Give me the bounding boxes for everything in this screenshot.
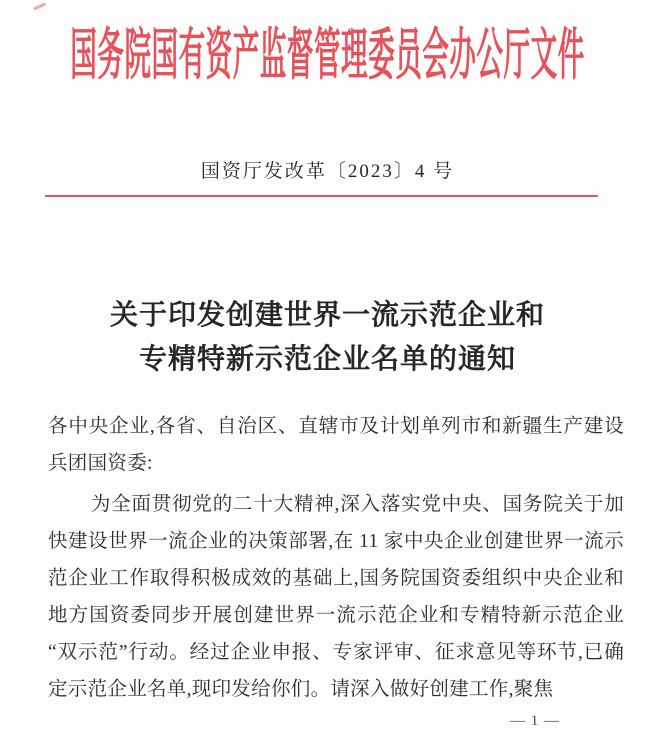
document-title [0, 294, 655, 382]
masthead-title: 国务院国有资产监督管理委员会办公厅文件 [70, 25, 585, 87]
document-body [48, 408, 624, 708]
body-paragraph: 为全面贯彻党的二十大精神,深入落实党中央、国务院关于加快建设世界一流企业的决策部署,在 11 家中央企业创建世界一流示范企业工作取得积极成效的基础上,国务院国资委组织中央企业和地方国资委同步开展创建世界一流示范企业和专精特新示范企业“双示范”行动。经过企业申报、专家评审、征求意见等环节,已确定示范企业名单,现印发给你们。请深入做好创建工作,聚焦 [48, 494, 624, 700]
scan-artifact-mark [33, 2, 46, 10]
red-divider-line [45, 195, 598, 197]
document-masthead [0, 24, 655, 88]
page-number: — 1 — [510, 713, 560, 729]
document-number: 国资厅发改革〔2023〕4 号 [200, 161, 455, 182]
salutation: 各中央企业,各省、自治区、直辖市及计划单列市和新疆生产建设兵团国资委: [48, 416, 624, 474]
document-title-line-2: 专精特新示范企业名单的通知 [138, 344, 516, 375]
document-title-line-1: 关于印发创建世界一流示范企业和 [109, 300, 545, 331]
